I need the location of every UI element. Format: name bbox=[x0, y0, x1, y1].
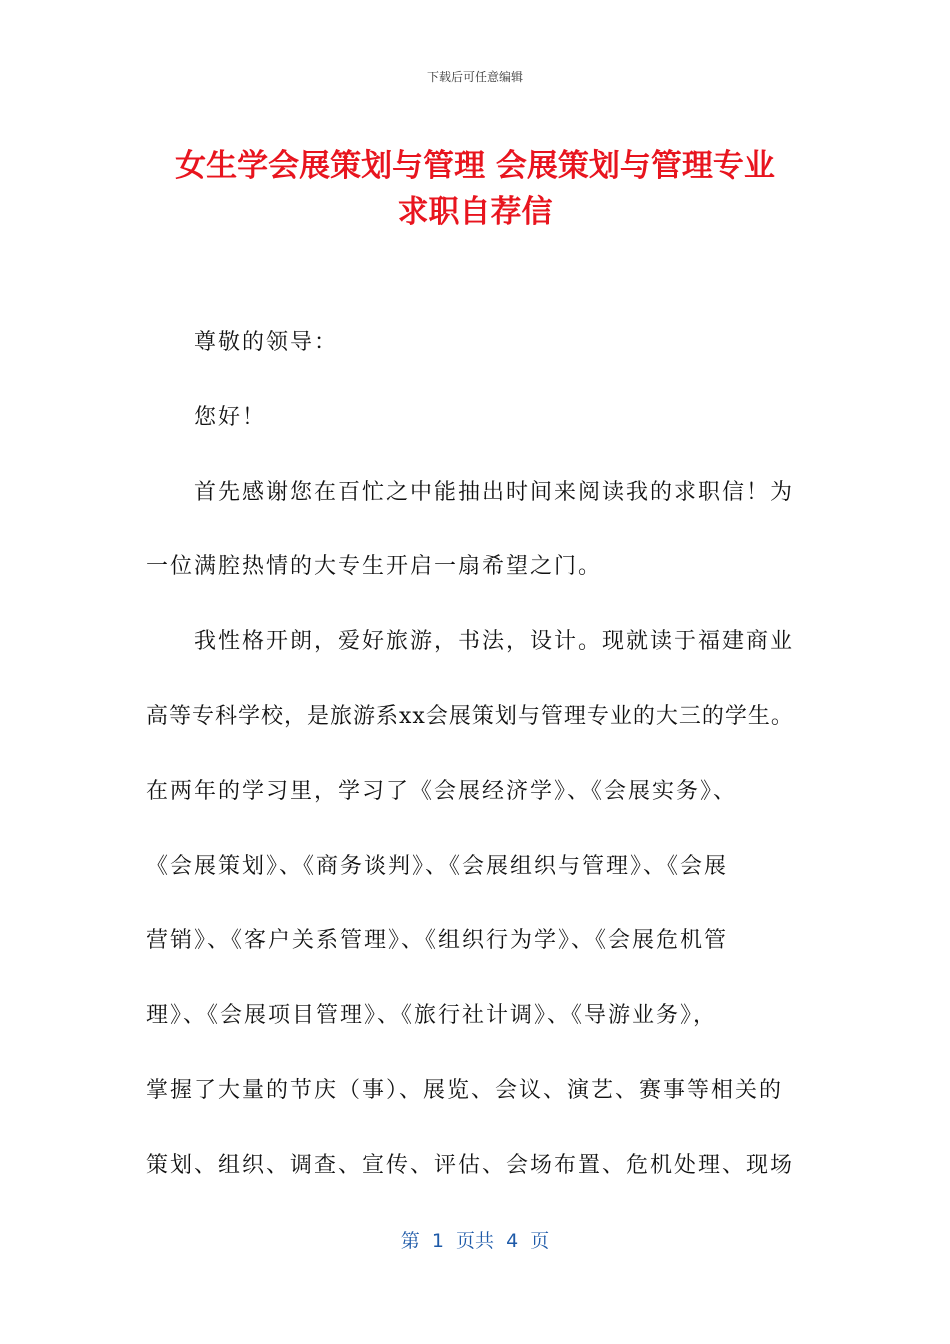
header-note: 下载后可任意编辑 bbox=[426, 70, 523, 84]
paragraph-line: 营销》、《客户关系管理》、《组织行为学》、《会展危机管 bbox=[146, 928, 729, 954]
paragraph-line: 一位满腔热情的大专生开启一扇希望之门。 bbox=[146, 554, 603, 580]
paragraph-line: 策划、组织、调查、宣传、评估、会场布置、危机处理、现场 bbox=[146, 1152, 795, 1178]
paragraph-line: 掌握了大量的节庆（事）、展览、会议、演艺、赛事等相关的 bbox=[146, 1077, 784, 1103]
paragraph-line: 在两年的学习里，学习了《会展经济学》、《会展实务》、 bbox=[146, 778, 738, 804]
paragraph-line: 理》、《会展项目管理》、《旅行社计调》、《导游业务》， bbox=[146, 1003, 718, 1029]
page-number-footer: 第 1 页共 4 页 bbox=[400, 1230, 550, 1252]
document-title bbox=[60, 143, 890, 235]
paragraph-line: 首先感谢您在百忙之中能抽出时间来阅读我的求职信！为 bbox=[194, 479, 795, 505]
paragraph-line: 我性格开朗，爱好旅游，书法，设计。现就读于福建商业 bbox=[194, 629, 795, 655]
greeting: 您好！ bbox=[194, 404, 267, 430]
paragraph-line: 高等专科学校，是旅游系xx会展策划与管理专业的大三的学生。 bbox=[146, 703, 794, 729]
title-line-2: 求职自荐信 bbox=[397, 194, 553, 230]
title-line-1: 女生学会展策划与管理 会展策划与管理专业 bbox=[175, 148, 775, 184]
salutation: 尊敬的领导： bbox=[194, 330, 339, 355]
paragraph-line: 《会展策划》、《商务谈判》、《会展组织与管理》、《会展 bbox=[146, 853, 729, 879]
letter-body bbox=[146, 320, 816, 1218]
